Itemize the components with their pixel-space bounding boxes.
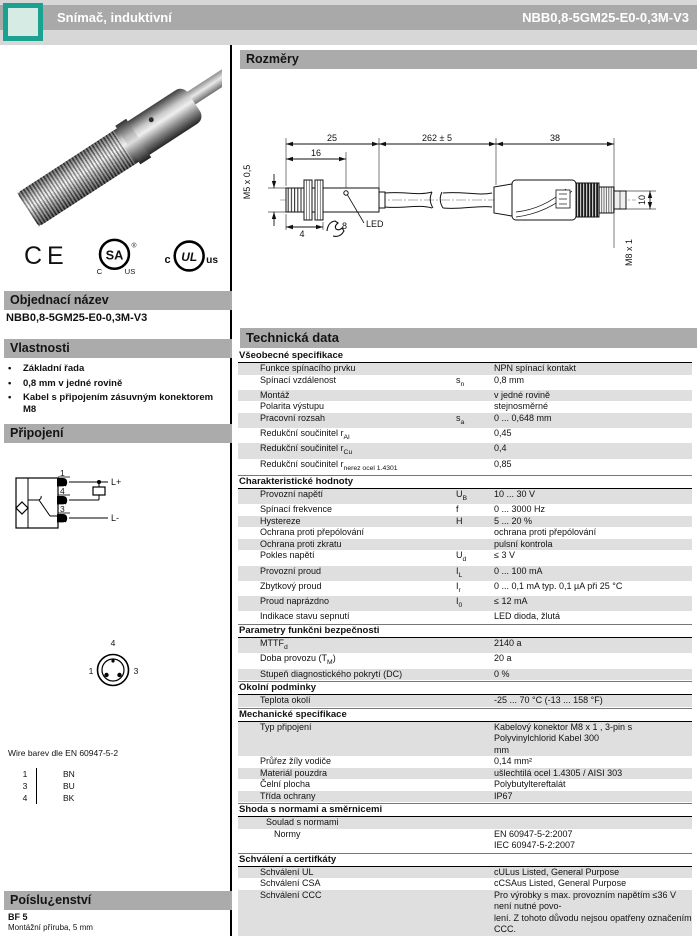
section-title: Vlastnosti [10, 341, 70, 355]
product-code-header: NBB0,8-5GM25-E0-0,3M-V3 [522, 10, 689, 25]
wire-row: 1 BN [22, 769, 75, 779]
tech-section-title: Okolní podminky [238, 681, 692, 695]
tech-row: Čelní plocha Polybutyltereftalát [260, 779, 566, 790]
svg-text:M5 x 0,5: M5 x 0,5 [242, 164, 252, 200]
section-order-name [4, 291, 232, 310]
accessory-name: BF 5 [8, 912, 28, 922]
svg-text:US: US [124, 266, 136, 276]
certification-logos [10, 232, 222, 280]
svg-text:C: C [96, 266, 102, 276]
wire-note: Wire barev dle EN 60947-5-2 [8, 748, 119, 758]
tech-row: $MTTF_d$ 2140 a [238, 638, 692, 653]
svg-text:L+: L+ [111, 477, 122, 487]
svg-text:25: 25 [326, 133, 338, 143]
svg-text:16: 16 [310, 148, 322, 158]
tech-row: Polarita výstupu stejnosměrné [260, 401, 549, 412]
svg-text:c: c [164, 253, 171, 266]
order-name-value: NBB0,8-5GM25-E0-0,3M-V3 [6, 312, 148, 324]
tech-section-title: Shoda s normami a směrnicemi [238, 803, 692, 817]
svg-text:us: us [205, 254, 218, 266]
feature-bullet: • 0,8 mm v jedné rovině [8, 377, 123, 389]
pin-connectors [57, 478, 67, 522]
tech-row: Teplota okolí -25 ... 70 °C (-13 ... 158 °F) [238, 695, 692, 707]
tech-row: Hystereze H 5 ... 20 % [238, 516, 692, 528]
tech-row: Funkce spínacího prvku NPN spínací kontakt [238, 363, 692, 375]
svg-text:1: 1 [88, 666, 94, 676]
ce-mark-icon: CE [24, 241, 69, 270]
section-features [4, 339, 232, 358]
tech-row: Schválení UL cULus Listed, General Purpose [238, 867, 692, 879]
tech-row: Zbytkový proud $I_r$ 0 ... 0,1 mA typ. 0,1 µA při 25 °C [260, 580, 623, 594]
tech-section-title: Parametry funkčni bezpečnosti [238, 624, 692, 638]
wire-row: 3 BU [22, 781, 75, 791]
svg-text:L-: L- [111, 513, 120, 523]
led-dot [344, 191, 348, 195]
tech-row: Redukční součinitel $r_{nerez ocel 1.4301}$ 0,85 [260, 458, 512, 472]
svg-text:4: 4 [60, 486, 65, 496]
svg-text:M8 x 1: M8 x 1 [624, 238, 634, 266]
thread-texture [17, 131, 135, 227]
strain-relief [494, 184, 512, 216]
tech-table [238, 350, 692, 936]
product-photo [10, 52, 222, 240]
tech-row: Provozní proud $I_L$ 0 ... 100 mA [238, 566, 692, 581]
tech-section-title: Charakteristické hodnoty [238, 475, 692, 489]
section-accessories [4, 891, 232, 910]
connector-thread [599, 187, 614, 213]
connection-circuit-diagram [8, 462, 223, 572]
tech-section-title: Schválení a certifkáty [238, 853, 692, 867]
features-list [8, 363, 220, 418]
svg-text:1: 1 [60, 468, 65, 478]
tech-section-title: Všeobecné specifikace [238, 350, 692, 363]
svg-text:10: 10 [637, 194, 647, 206]
section-title: Rozměry [246, 52, 299, 66]
svg-text:38: 38 [549, 133, 561, 143]
tech-row: Materiál pouzdra ušlechtilá ocel 1.4305 / AISI 303 [238, 768, 692, 780]
inductive-sensor-symbol [16, 502, 28, 514]
section-connection [4, 424, 232, 443]
led-hole [148, 116, 155, 123]
tech-row: Spínací frekvence f 0 ... 3000 Hz [260, 504, 546, 515]
svg-text:3: 3 [133, 666, 139, 676]
svg-text:8: 8 [342, 221, 348, 231]
tech-row: Typ připojení Kabelový konektor M8 x 1 , 3-pin s Polyvinylchlorid Kabel 300 mm [238, 722, 692, 757]
tech-row: Provozní napětí $U_B$ 10 ... 30 V [238, 489, 692, 504]
feature-bullet: • Základní řada [8, 363, 85, 374]
svg-text:262 ± 5: 262 ± 5 [422, 133, 452, 143]
tech-row: Proud naprázdno $I_0$ ≤ 12 mA [238, 596, 692, 611]
tech-row: Průřez žíly vodiče 0,14 mm² [260, 756, 533, 767]
hex-nut [315, 180, 323, 220]
section-title: Poíslu¿enství [10, 893, 92, 907]
dimension-drawing [236, 130, 696, 270]
sensor-barrel-image [17, 85, 205, 226]
tech-row: Ochrana proti přepólování ochrana proti přepólování [260, 527, 597, 538]
svg-text:LED: LED [366, 219, 384, 229]
section-title: Připojení [10, 426, 64, 440]
tech-row: Schválení CSA cCSAus Listed, General Purpose [260, 878, 627, 889]
tech-row: Normy EN 60947-5-2:2007 IEC 60947-5-2:2007 [274, 828, 576, 851]
column-divider [230, 45, 232, 936]
connector-pinout-diagram [70, 632, 160, 704]
top-bar [0, 5, 697, 30]
load-resistor-symbol [93, 487, 105, 495]
svg-text:4: 4 [299, 229, 305, 239]
section-title: Technická data [246, 330, 339, 345]
tech-row: Schválení CCC Pro výrobky s max. provozním napětím ≤36 V není nutné povo- lení. Z tohoto důvodu nejsou opatřeny označením CCC. [238, 890, 692, 936]
accessory-desc: Montážní příruba, 5 mm [8, 923, 93, 932]
thread-section [286, 188, 304, 212]
tech-row: Spínací vzdálenost $s_n$ 0,8 mm [260, 374, 525, 388]
section-dimensions [240, 50, 697, 69]
doc-title: Snímač, induktivní [57, 10, 172, 25]
tech-row: Montáž v jedné rovině [238, 390, 692, 402]
tech-row: Redukční součinitel $r_{Cu}$ 0,4 [238, 443, 692, 458]
wire-row: 4 BK [22, 793, 75, 803]
section-title: Objednací název [10, 293, 109, 307]
tech-row: Pracovní rozsah $s_a$ 0 ... 0,648 mm [238, 413, 692, 428]
section-technical-data [240, 328, 697, 348]
knurled-nut [576, 183, 599, 217]
tech-section-title: Mechanické specifikace [238, 708, 692, 722]
brand-square-icon [3, 3, 43, 41]
csa-logo-icon [83, 232, 146, 280]
tech-row: Třída ochrany IP67 [238, 791, 692, 803]
tech-row: Pokles napětí $U_d$ ≤ 3 V [260, 550, 515, 564]
tech-row: Stupeň diagnostického pokrytí (DC) 0 % [238, 669, 692, 681]
hex-nut [304, 180, 312, 220]
wire-table [14, 768, 75, 804]
svg-text:UL: UL [180, 250, 197, 265]
ul-logo-icon [156, 233, 222, 279]
tech-row: Doba provozu $(T_M)$ 20 a [260, 653, 512, 667]
svg-text:®: ® [131, 242, 137, 250]
svg-text:3: 3 [60, 504, 65, 514]
tech-row: Redukční součinitel $r_{Al}$ 0,45 [260, 428, 512, 441]
tech-subsection: Soulad s normami [238, 817, 692, 829]
tech-row: Ochrana proti zkratu pulsní kontrola [238, 539, 692, 551]
svg-text:SA: SA [105, 247, 124, 263]
feature-bullet: • Kabel s připojením zásuvným konektorem M8 [8, 392, 214, 415]
svg-text:4: 4 [110, 638, 116, 648]
tech-row: Indikace stavu sepnutí LED dioda, žlutá [260, 611, 561, 622]
